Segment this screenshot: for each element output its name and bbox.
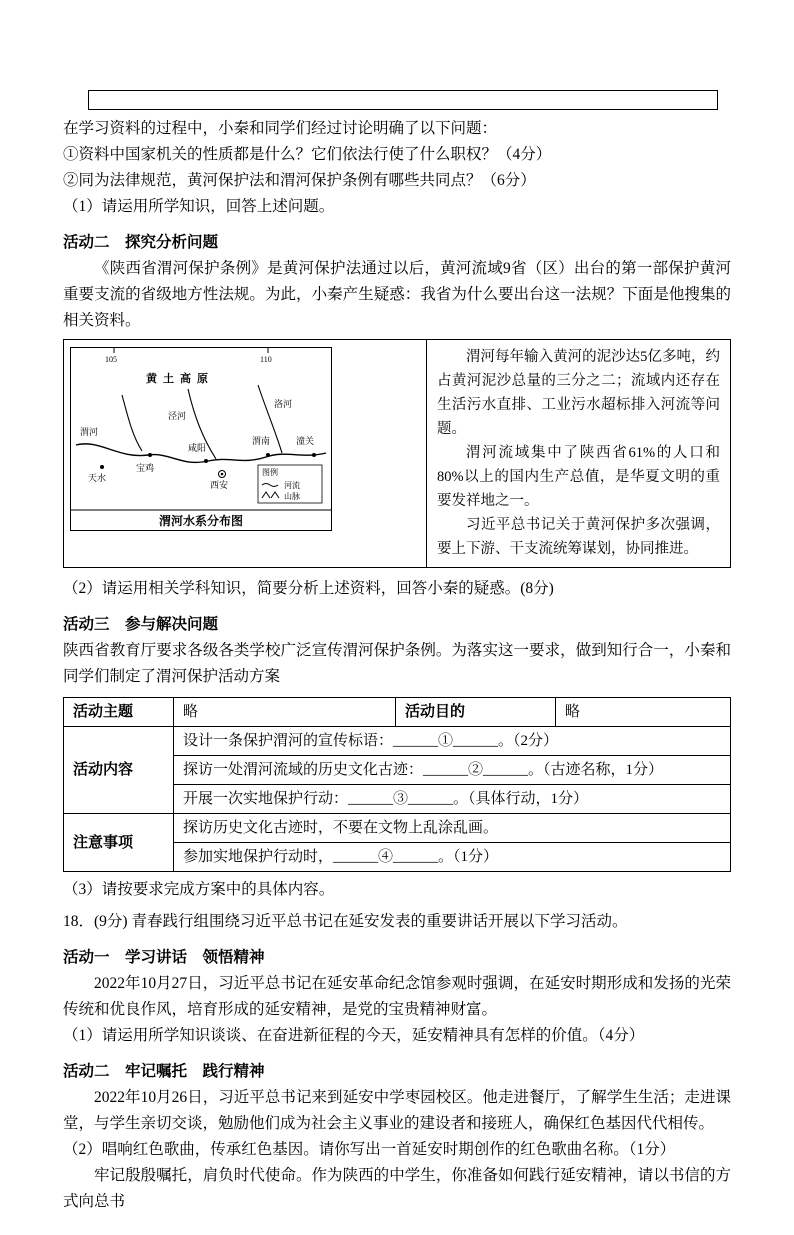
material-box bbox=[63, 339, 731, 568]
activity3-title: 活动三 参与解决问题 bbox=[63, 616, 219, 633]
q18-activity2-title: 活动二 牢记嘱托 践行精神 bbox=[63, 1063, 265, 1080]
purpose-value-cell: 略 bbox=[556, 698, 731, 727]
xianyang-dot bbox=[204, 459, 208, 463]
q18-activity1-title: 活动一 学习讲话 领悟精神 bbox=[63, 949, 265, 966]
map-label-lon105: 105 bbox=[105, 355, 117, 364]
table-row-theme bbox=[64, 698, 731, 727]
legend-title: 图例 bbox=[262, 468, 278, 477]
intro-line: 在学习资料的过程中，小秦和同学们经过讨论明确了以下问题： bbox=[63, 120, 498, 137]
map-label-luo-river: 洛河 bbox=[274, 399, 293, 409]
q18-task-2: （2）唱响红色歌曲，传承红色基因。请你写出一首延安时期创作的红色歌曲名称。（1分） bbox=[63, 1141, 676, 1158]
material-text bbox=[426, 340, 730, 567]
map-label-tongguan: 潼关 bbox=[296, 436, 315, 446]
wei-river-map bbox=[70, 347, 332, 531]
notes-cell-2: 参加实地保护行动时，______④______。（1分） bbox=[174, 843, 731, 872]
map-label-lon110: 110 bbox=[260, 355, 272, 364]
content-cell-2: 探访一处渭河流域的历史文化古迹：______②______。（古迹名称，1分） bbox=[174, 756, 731, 785]
q18-activity1-paragraph: 2022年10月27日，习近平总书记在延安革命纪念馆参观时强调，在延安时期形成和发扬的光荣传统和优良作风，培育形成的延安精神，是党的宝贵精神财富。 bbox=[63, 975, 731, 1018]
map-label-xianyang: 咸阳 bbox=[188, 443, 207, 453]
activity-plan-table bbox=[63, 697, 731, 872]
theme-label-cell: 活动主题 bbox=[64, 698, 174, 727]
map-label-plateau: 黄土高原 bbox=[146, 373, 214, 385]
baoji-dot bbox=[148, 453, 152, 457]
purpose-label-cell: 活动目的 bbox=[396, 698, 556, 727]
task-2: （2）请运用相关学科知识，简要分析上述资料，回答小秦的疑惑。(8分) bbox=[63, 580, 554, 597]
question-circle-2: ②同为法律规范，黄河保护法和渭河保护条例有哪些共同点？（6分） bbox=[63, 172, 536, 189]
material-paragraph-2: 渭河流域集中了陕西省61%的人口和80%以上的国内生产总值，是华夏文明的重要发祥地之一。 bbox=[437, 445, 720, 509]
xian-dot bbox=[221, 473, 224, 476]
map-label-xian: 西安 bbox=[210, 480, 229, 490]
question-circle-1: ①资料中国家机关的性质都是什么？它们依法行使了什么职权？（4分） bbox=[63, 146, 552, 163]
legend-mountain-label: 山脉 bbox=[284, 492, 300, 501]
map-caption: 渭河水系分布图 bbox=[158, 514, 244, 528]
map-label-tianshui: 天水 bbox=[88, 473, 107, 483]
task-1: （1）请运用所学知识，回答上述问题。 bbox=[63, 198, 335, 215]
content-label-cell: 活动内容 bbox=[64, 727, 174, 814]
notes-label-cell: 注意事项 bbox=[64, 814, 174, 872]
material-paragraph-1: 渭河每年输入黄河的泥沙达5亿多吨，约占黄河泥沙总量的三分之二；流域内还存在生活污水直排、工业污水超标排入河流等问题。 bbox=[437, 349, 720, 437]
task-3: （3）请按要求完成方案中的具体内容。 bbox=[63, 881, 335, 898]
theme-value-cell: 略 bbox=[174, 698, 396, 727]
blank-answer-box bbox=[88, 90, 718, 110]
map-label-baoji: 宝鸡 bbox=[136, 463, 155, 473]
table-row-notes-1 bbox=[64, 814, 731, 843]
activity3-intro: 陕西省教育厅要求各级各类学校广泛宣传渭河保护条例。为落实这一要求，做到知行合一，小秦和同学们制定了渭河保护活动方案 bbox=[63, 642, 731, 685]
notes-cell-1: 探访历史文化古迹时，不要在文物上乱涂乱画。 bbox=[174, 814, 731, 843]
table-row-content-1 bbox=[64, 727, 731, 756]
q18-closing-paragraph: 牢记殷殷嘱托，肩负时代使命。作为陕西的中学生，你准备如何践行延安精神，请以书信的方式向总书 bbox=[63, 1167, 731, 1210]
q18-activity2-paragraph: 2022年10月26日，习近平总书记来到延安中学枣园校区。他走进餐厅，了解学生生活；走进课堂，与学生亲切交谈，勉励他们成为社会主义事业的建设者和接班人，确保红色基因代代相传。 bbox=[63, 1089, 731, 1132]
q18-task-1: （1）请运用所学知识谈谈、在奋进新征程的今天，延安精神具有怎样的价值。（4分） bbox=[63, 1027, 645, 1044]
map-cell bbox=[64, 340, 426, 567]
tianshui-dot bbox=[100, 465, 104, 469]
tongguan-dot bbox=[312, 453, 316, 457]
material-paragraph-3: 习近平总书记关于黄河保护多次强调，要上下游、干支流统筹谋划，协同推进。 bbox=[437, 517, 720, 557]
map-label-wei-river: 渭河 bbox=[80, 427, 99, 437]
map-label-weinan: 渭南 bbox=[252, 436, 271, 446]
content-cell-3: 开展一次实地保护行动：______③______。（具体行动，1分） bbox=[174, 785, 731, 814]
activity2-intro: 《陕西省渭河保护条例》是黄河保护法通过以后，黄河流域9省（区）出台的第一部保护黄河重要支流的省级地方性法规。为此，小秦产生疑惑：我省为什么要出台这一法规？下面是他搜集的相关资料。 bbox=[63, 260, 731, 329]
question-18-lead: 18．(9分) 青春践行组围绕习近平总书记在延安发表的重要讲话开展以下学习活动。 bbox=[63, 913, 628, 930]
weinan-dot bbox=[266, 453, 270, 457]
legend-river-label: 河流 bbox=[284, 481, 300, 490]
tributary-river-line bbox=[122, 395, 142, 451]
map-label-jing-river: 泾河 bbox=[168, 411, 187, 421]
content-cell-1: 设计一条保护渭河的宣传标语：______①______。（2分） bbox=[174, 727, 731, 756]
activity2-title: 活动二 探究分析问题 bbox=[63, 234, 219, 251]
